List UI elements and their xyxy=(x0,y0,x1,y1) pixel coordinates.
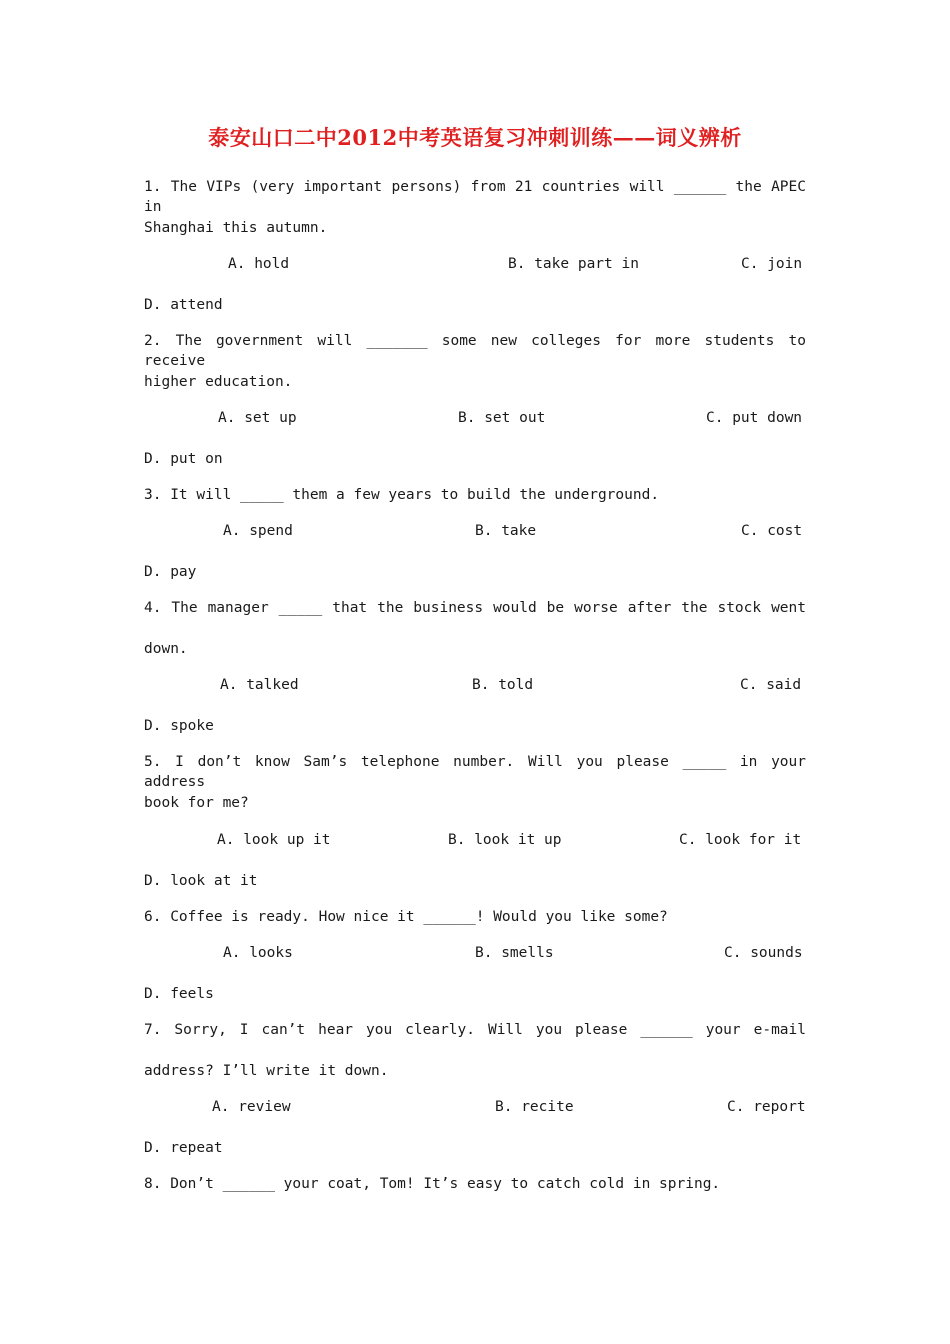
question-2-option-b: B. set out xyxy=(458,410,546,426)
question-7-stem: 7. Sorry, I can’t hear you clearly. Will you please ______ your e-mail xyxy=(144,1022,806,1038)
question-6-stem: 6. Coffee is ready. How nice it ______! Would you like some? xyxy=(144,909,668,925)
question-5-stem: 5. I don’t know Sam’s telephone number. Will you please _____ in your address xyxy=(144,754,806,790)
question-4-stem: 4. The manager _____ that the business would be worse after the stock went xyxy=(144,600,806,616)
page-title: 泰安山口二中2012中考英语复习冲刺训练——词义辨析 xyxy=(208,125,742,150)
question-1-option-c: C. join xyxy=(741,256,803,272)
question-4-stem-cont: down. xyxy=(144,641,188,657)
question-3-option-d: D. pay xyxy=(144,564,197,580)
question-3-option-b: B. take xyxy=(475,523,537,539)
question-5-stem-cont: book for me? xyxy=(144,795,249,811)
question-7-option-d: D. repeat xyxy=(144,1140,223,1156)
question-4-option-a: A. talked xyxy=(220,677,299,693)
question-5-option-a: A. look up it xyxy=(217,832,331,848)
question-2-option-d: D. put on xyxy=(144,451,223,467)
question-6-option-d: D. feels xyxy=(144,986,214,1002)
question-5-option-d: D. look at it xyxy=(144,873,258,889)
question-4-option-c: C. said xyxy=(740,677,802,693)
question-1-option-a: A. hold xyxy=(228,256,290,272)
question-1-option-d: D. attend xyxy=(144,297,223,313)
question-7-stem-cont: address? I’ll write it down. xyxy=(144,1063,389,1079)
question-5-option-c: C. look for it xyxy=(679,832,802,848)
question-4-option-b: B. told xyxy=(472,677,534,693)
question-3-stem: 3. It will _____ them a few years to build the underground. xyxy=(144,487,660,503)
question-5-option-b: B. look it up xyxy=(448,832,562,848)
question-1-option-b: B. take part in xyxy=(508,256,639,272)
question-2-stem-cont: higher education. xyxy=(144,374,293,390)
question-3-option-a: A. spend xyxy=(223,523,293,539)
question-3-option-c: C. cost xyxy=(741,523,803,539)
question-4-option-d: D. spoke xyxy=(144,718,214,734)
question-1-stem-cont: Shanghai this autumn. xyxy=(144,220,328,236)
question-6-option-c: C. sounds xyxy=(724,945,803,961)
question-2-option-c: C. put down xyxy=(706,410,803,426)
question-6-option-a: A. looks xyxy=(223,945,293,961)
question-7-option-a: A. review xyxy=(212,1099,291,1115)
question-6-option-b: B. smells xyxy=(475,945,554,961)
question-7-option-c: C. report xyxy=(727,1099,806,1115)
question-2-option-a: A. set up xyxy=(218,410,297,426)
question-1-stem: 1. The VIPs (very important persons) from 21 countries will ______ the APEC in xyxy=(144,179,806,215)
question-2-stem: 2. The government will _______ some new colleges for more students to receive xyxy=(144,333,806,369)
question-8-stem: 8. Don’t ______ your coat, Tom! It’s easy to catch cold in spring. xyxy=(144,1176,721,1192)
question-7-option-b: B. recite xyxy=(495,1099,574,1115)
